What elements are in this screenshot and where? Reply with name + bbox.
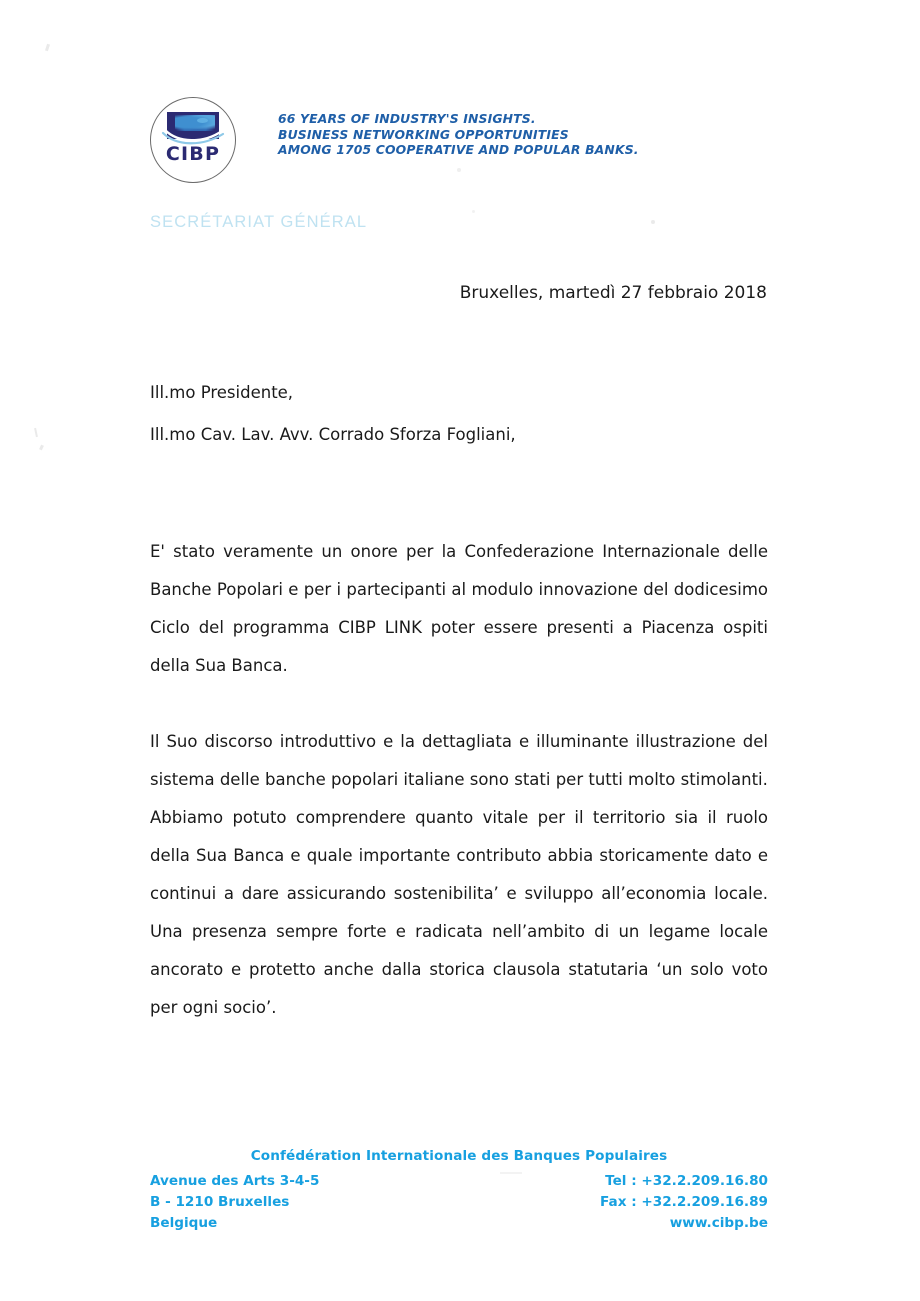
footer-address-column <box>150 1171 319 1234</box>
body-paragraph-2: Il Suo discorso introduttivo e la dettagliata e illuminante illustrazione del sistema delle banche popolari italiane sono stati per tutti molto stimolanti. <box>150 732 768 789</box>
salutation-line-1: Ill.mo Presidente, <box>150 383 294 402</box>
letter-body <box>150 533 768 1027</box>
footer-address-line-3: Belgique <box>150 1215 218 1231</box>
footer-address-line-1: Avenue des Arts 3-4-5 <box>150 1173 320 1189</box>
tagline-line-1: 66 YEARS OF INDUSTRY'S INSIGHTS. <box>278 111 536 126</box>
body-paragraph-3: Abbiamo potuto comprendere quanto vitale per il territorio sia il ruolo della Sua Banca e quale importante contributo abbia storicamente dato e continui a dare assicurando sostenibilita’ e sviluppo all’economia locale. Una presenza sempre forte e radicata nell’ambito di un legame locale ancorato e protetto anche dalla storica clausola statutaria ‘un solo voto per ogni socio’. <box>150 808 768 1017</box>
scan-artifact <box>34 428 38 437</box>
footer-website[interactable]: www.cibp.be <box>669 1215 768 1231</box>
footer-address-line-2: B - 1210 Bruxelles <box>150 1194 290 1210</box>
tagline-line-3: AMONG 1705 COOPERATIVE AND POPULAR BANKS. <box>278 142 639 158</box>
scan-artifact <box>45 44 50 52</box>
scan-artifact <box>651 220 655 224</box>
cibp-circle-logo-icon <box>150 97 236 183</box>
logo-wordmark: CIBP <box>165 143 221 165</box>
footer-organisation-name: Confédération Internationale des Banques Populaires <box>250 1148 668 1164</box>
scan-artifact <box>472 210 475 213</box>
letterhead-tagline <box>278 97 639 158</box>
body-paragraph-1: E' stato veramente un onore per la Confederazione Internazionale delle Banche Popolari e per i partecipanti al modulo innovazione del dodicesimo Ciclo del programma CIBP LINK poter essere presenti a Piacenza ospiti della Sua Banca. <box>150 542 768 675</box>
letter-footer <box>150 1148 768 1234</box>
date-line: Bruxelles, martedì 27 febbraio 2018 <box>459 283 767 303</box>
footer-telephone: Tel : +32.2.209.16.80 <box>605 1173 768 1189</box>
footer-contact-column <box>600 1171 768 1234</box>
footer-fax: Fax : +32.2.209.16.89 <box>600 1194 768 1210</box>
scan-artifact <box>39 445 44 451</box>
salutation-line-2: Ill.mo Cav. Lav. Avv. Corrado Sforza Fogliani, <box>150 425 516 444</box>
footer-columns <box>150 1171 768 1234</box>
salutation-block <box>150 383 770 444</box>
department-label: SECRÉTARIAT GÉNÉRAL <box>150 213 368 231</box>
letterhead <box>150 97 639 183</box>
tagline-line-2: BUSINESS NETWORKING OPPORTUNITIES <box>278 126 569 142</box>
